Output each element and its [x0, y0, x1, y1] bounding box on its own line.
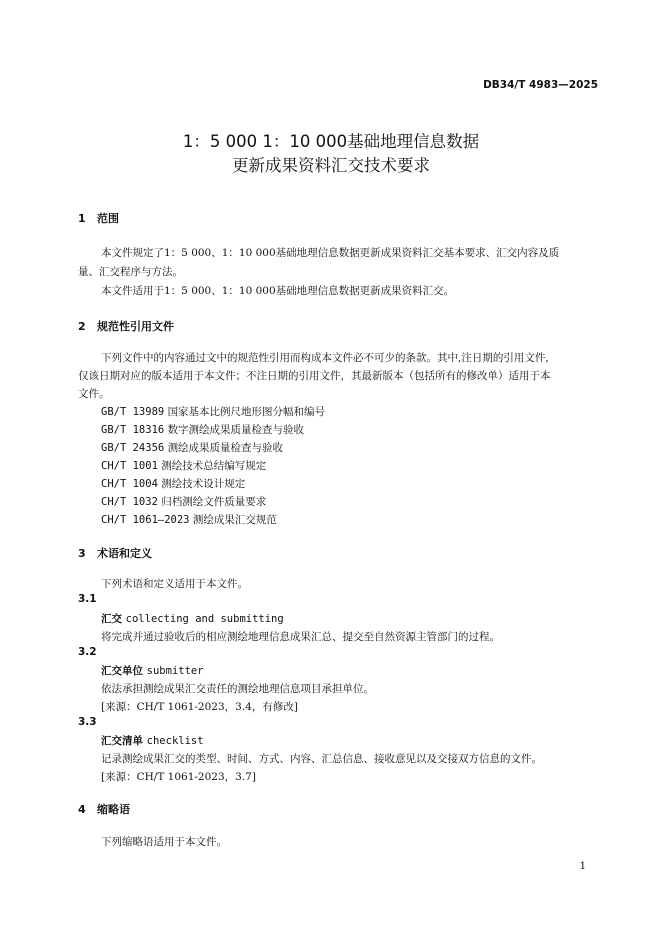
terms-intro: 下列术语和定义适用于本文件。	[101, 578, 248, 590]
reference-item: CH/T 1032 归档测绘文件质量要求	[101, 496, 267, 508]
reference-item: CH/T 1004 测绘技术设计规定	[101, 478, 246, 490]
section-3-title: 术语和定义	[97, 547, 152, 560]
term-number: 3.2	[78, 646, 97, 658]
term-entry: 汇交 collecting and submitting	[101, 613, 284, 625]
section-2-heading	[78, 318, 174, 334]
section-2-number: 2	[78, 320, 86, 333]
scope-paragraph-2: 本文件适用于1：5 000、1：10 000基础地理信息数据更新成果资料汇交。	[101, 285, 455, 297]
term-definition: 依法承担测绘成果汇交责任的测绘地理信息项目承担单位。	[101, 683, 374, 695]
section-1-title: 范围	[97, 212, 119, 225]
section-1-number: 1	[78, 212, 86, 225]
section-2-title: 规范性引用文件	[97, 320, 174, 333]
reference-item: GB/T 24356 测绘成果质量检查与验收	[101, 442, 284, 454]
reference-item: CH/T 1061—2023 测绘成果汇交规范	[101, 514, 277, 526]
reference-item: GB/T 13989 国家基本比例尺地形图分幅和编号	[101, 406, 326, 418]
title-line-1: 1：5 000 1：10 000基础地理信息数据	[182, 132, 480, 151]
title-line-2: 更新成果资料汇交技术要求	[232, 156, 430, 175]
section-4-heading	[78, 801, 130, 817]
term-source: [来源：CH/T 1061-2023，3.7]	[101, 771, 256, 783]
section-3-heading	[78, 545, 152, 561]
scope-paragraph-1-line-2: 量、汇交程序与方法。	[78, 266, 183, 278]
document-number: DB34/T 4983—2025	[483, 79, 598, 91]
section-4-title: 缩略语	[97, 803, 130, 816]
section-3-number: 3	[78, 547, 86, 560]
page-number: 1	[579, 861, 586, 872]
term-entry: 汇交单位 submitter	[101, 665, 204, 677]
section-4-number: 4	[78, 803, 86, 816]
reference-item: CH/T 1001 测绘技术总结编写规定	[101, 460, 267, 472]
term-entry: 汇交清单 checklist	[101, 735, 204, 747]
term-number: 3.1	[78, 593, 97, 605]
term-definition: 记录测绘成果汇交的类型、时间、方式、内容、汇总信息、接收意见以及交接双方信息的文件。	[101, 753, 542, 765]
term-source: [来源：CH/T 1061-2023，3.4，有修改]	[101, 701, 298, 713]
scope-paragraph-1-line-1: 本文件规定了1：5 000、1：10 000基础地理信息数据更新成果资料汇交基本要求、汇交内容及质	[101, 247, 560, 259]
references-intro-line-3: 文件。	[78, 388, 110, 400]
reference-item: GB/T 18316 数字测绘成果质量检查与验收	[101, 424, 305, 436]
section-1-heading	[78, 210, 119, 226]
references-intro-line-2: 仅该日期对应的版本适用于本文件；不注日期的引用文件，其最新版本（包括所有的修改单）适用于本	[78, 370, 551, 382]
references-intro-line-1: 下列文件中的内容通过文中的规范性引用而构成本文件必不可少的条款。其中,注日期的引用文件,	[101, 352, 549, 364]
abbreviations-intro: 下列缩略语适用于本文件。	[101, 836, 227, 848]
term-number: 3.3	[78, 716, 97, 728]
term-definition: 将完成并通过验收后的相应测绘地理信息成果汇总、提交至自然资源主管部门的过程。	[101, 631, 500, 643]
